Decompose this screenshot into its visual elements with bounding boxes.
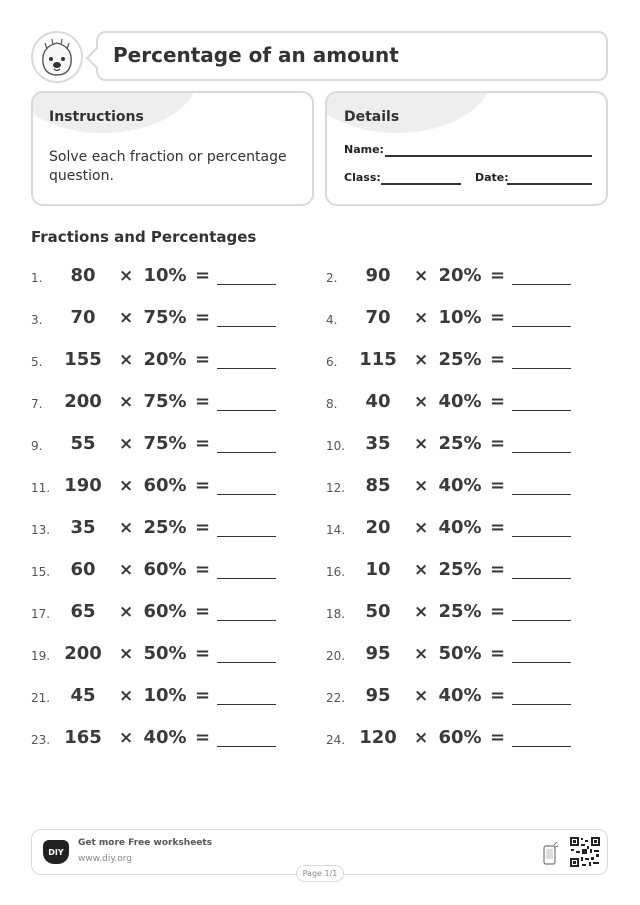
problem-amount: 155 [64, 349, 102, 370]
problem-percent: 25% [438, 559, 482, 580]
equals-operator: = [490, 517, 506, 538]
problem-item [31, 641, 301, 669]
instructions-card [31, 91, 314, 206]
answer-blank[interactable] [217, 452, 276, 453]
times-operator: × [414, 728, 429, 748]
problem-percent: 75% [143, 391, 187, 412]
instructions-text: Solve each fraction or percentage question. [49, 149, 287, 184]
page-indicator: Page 1/1 [296, 865, 344, 882]
problem-percent: 25% [438, 349, 482, 370]
times-operator: × [119, 602, 134, 622]
problem-number: 2. [326, 271, 338, 285]
answer-blank[interactable] [512, 536, 571, 537]
answer-blank[interactable] [217, 578, 276, 579]
times-operator: × [119, 266, 134, 286]
equals-operator: = [490, 307, 506, 328]
problem-percent: 60% [438, 727, 482, 748]
date-field[interactable] [507, 183, 592, 185]
problem-number: 6. [326, 355, 338, 369]
problem-amount: 90 [365, 265, 391, 286]
problem-item [326, 725, 596, 753]
equals-operator: = [195, 643, 211, 664]
problem-number: 24. [326, 733, 346, 747]
answer-blank[interactable] [217, 662, 276, 663]
equals-operator: = [195, 559, 211, 580]
problem-item [326, 347, 596, 375]
answer-blank[interactable] [512, 578, 571, 579]
problem-amount: 165 [64, 727, 102, 748]
times-operator: × [119, 308, 134, 328]
problem-percent: 40% [143, 727, 187, 748]
problem-number: 4. [326, 313, 338, 327]
problem-item [31, 389, 301, 417]
problem-amount: 120 [359, 727, 397, 748]
times-operator: × [119, 686, 134, 706]
problem-amount: 70 [365, 307, 391, 328]
problem-percent: 10% [438, 307, 482, 328]
equals-operator: = [195, 475, 211, 496]
equals-operator: = [490, 601, 506, 622]
class-label: Class: [344, 171, 381, 184]
problem-number: 16. [326, 565, 346, 579]
equals-operator: = [195, 391, 211, 412]
equals-operator: = [490, 727, 506, 748]
equals-operator: = [195, 727, 211, 748]
problem-amount: 95 [365, 643, 391, 664]
problem-number: 8. [326, 397, 338, 411]
problem-amount: 40 [365, 391, 391, 412]
problem-percent: 20% [438, 265, 482, 286]
problem-number: 11. [31, 481, 51, 495]
times-operator: × [414, 518, 429, 538]
equals-operator: = [195, 601, 211, 622]
problem-item [31, 557, 301, 585]
problem-percent: 60% [143, 559, 187, 580]
problem-number: 19. [31, 649, 51, 663]
answer-blank[interactable] [512, 746, 571, 747]
equals-operator: = [490, 349, 506, 370]
problem-item [326, 473, 596, 501]
equals-operator: = [490, 643, 506, 664]
problem-amount: 35 [365, 433, 391, 454]
class-field[interactable] [381, 183, 461, 185]
answer-blank[interactable] [512, 368, 571, 369]
answer-blank[interactable] [217, 704, 276, 705]
instructions-heading: Instructions [49, 109, 144, 125]
answer-blank[interactable] [217, 746, 276, 747]
details-card [325, 91, 608, 206]
problem-amount: 200 [64, 391, 102, 412]
equals-operator: = [490, 391, 506, 412]
answer-blank[interactable] [217, 284, 276, 285]
mascot-avatar [31, 31, 83, 83]
problem-number: 7. [31, 397, 43, 411]
problem-number: 10. [326, 439, 346, 453]
times-operator: × [119, 392, 134, 412]
diy-logo: DIY [43, 840, 69, 864]
problem-item [31, 725, 301, 753]
times-operator: × [414, 350, 429, 370]
problem-percent: 10% [143, 685, 187, 706]
equals-operator: = [195, 307, 211, 328]
problem-percent: 25% [438, 601, 482, 622]
equals-operator: = [195, 517, 211, 538]
problem-item [326, 515, 596, 543]
problem-number: 23. [31, 733, 51, 747]
name-label: Name: [344, 143, 384, 156]
times-operator: × [119, 434, 134, 454]
times-operator: × [414, 560, 429, 580]
problem-percent: 25% [438, 433, 482, 454]
problem-percent: 40% [438, 517, 482, 538]
times-operator: × [414, 476, 429, 496]
problem-item [326, 683, 596, 711]
problem-item [326, 305, 596, 333]
problem-amount: 35 [70, 517, 96, 538]
problem-item [326, 557, 596, 585]
problem-amount: 20 [365, 517, 391, 538]
problem-item [31, 683, 301, 711]
problem-amount: 55 [70, 433, 96, 454]
problem-percent: 60% [143, 475, 187, 496]
problem-amount: 200 [64, 643, 102, 664]
problem-item [31, 305, 301, 333]
times-operator: × [119, 728, 134, 748]
times-operator: × [414, 602, 429, 622]
page-title: Percentage of an amount [113, 43, 399, 67]
answer-blank[interactable] [217, 368, 276, 369]
footer-url[interactable]: www.diy.org [78, 854, 132, 864]
name-field[interactable] [385, 155, 592, 157]
bear-face-icon [33, 33, 81, 81]
equals-operator: = [490, 265, 506, 286]
problem-item [31, 515, 301, 543]
title-box [96, 31, 608, 81]
answer-blank[interactable] [512, 326, 571, 327]
equals-operator: = [195, 265, 211, 286]
problem-percent: 10% [143, 265, 187, 286]
problem-number: 20. [326, 649, 346, 663]
problem-percent: 50% [143, 643, 187, 664]
problem-item [326, 389, 596, 417]
problem-amount: 95 [365, 685, 391, 706]
problem-number: 22. [326, 691, 346, 705]
times-operator: × [414, 266, 429, 286]
problem-item [326, 641, 596, 669]
answer-blank[interactable] [512, 284, 571, 285]
times-operator: × [119, 644, 134, 664]
equals-operator: = [195, 433, 211, 454]
problem-number: 12. [326, 481, 346, 495]
answer-blank[interactable] [217, 620, 276, 621]
problem-number: 3. [31, 313, 43, 327]
problem-item [326, 599, 596, 627]
times-operator: × [414, 434, 429, 454]
phone-icon [543, 842, 559, 866]
times-operator: × [414, 644, 429, 664]
problem-percent: 25% [143, 517, 187, 538]
answer-blank[interactable] [217, 410, 276, 411]
problem-amount: 70 [70, 307, 96, 328]
times-operator: × [414, 686, 429, 706]
problem-item [31, 347, 301, 375]
answer-blank[interactable] [217, 326, 276, 327]
problem-percent: 75% [143, 433, 187, 454]
answer-blank[interactable] [217, 536, 276, 537]
problem-percent: 75% [143, 307, 187, 328]
answer-blank[interactable] [512, 662, 571, 663]
problem-item [326, 431, 596, 459]
date-label: Date: [475, 171, 509, 184]
footer-promo-text: Get more Free worksheets [78, 838, 213, 848]
problem-amount: 85 [365, 475, 391, 496]
problem-number: 5. [31, 355, 43, 369]
problem-amount: 50 [365, 601, 391, 622]
problem-number: 18. [326, 607, 346, 621]
problem-amount: 80 [70, 265, 96, 286]
problem-amount: 115 [359, 349, 397, 370]
answer-blank[interactable] [217, 494, 276, 495]
problem-item [31, 431, 301, 459]
section-title: Fractions and Percentages [31, 228, 257, 246]
times-operator: × [119, 560, 134, 580]
problem-number: 13. [31, 523, 51, 537]
answer-blank[interactable] [512, 410, 571, 411]
problem-amount: 10 [365, 559, 391, 580]
answer-blank[interactable] [512, 620, 571, 621]
problem-amount: 190 [64, 475, 102, 496]
qr-code-icon [569, 836, 601, 868]
times-operator: × [119, 476, 134, 496]
equals-operator: = [490, 685, 506, 706]
problem-percent: 50% [438, 643, 482, 664]
times-operator: × [414, 308, 429, 328]
times-operator: × [119, 518, 134, 538]
times-operator: × [119, 350, 134, 370]
problem-percent: 40% [438, 475, 482, 496]
equals-operator: = [490, 559, 506, 580]
problem-number: 9. [31, 439, 43, 453]
equals-operator: = [195, 349, 211, 370]
problem-item [31, 599, 301, 627]
details-heading: Details [344, 109, 400, 125]
equals-operator: = [490, 475, 506, 496]
problem-amount: 65 [70, 601, 96, 622]
problem-item [31, 263, 301, 291]
problem-percent: 40% [438, 685, 482, 706]
equals-operator: = [195, 685, 211, 706]
problem-amount: 45 [70, 685, 96, 706]
problem-number: 15. [31, 565, 51, 579]
answer-blank[interactable] [512, 452, 571, 453]
problem-number: 14. [326, 523, 346, 537]
problem-number: 17. [31, 607, 51, 621]
problem-percent: 20% [143, 349, 187, 370]
problem-number: 1. [31, 271, 43, 285]
problem-number: 21. [31, 691, 51, 705]
problem-percent: 40% [438, 391, 482, 412]
problem-item [31, 473, 301, 501]
problem-amount: 60 [70, 559, 96, 580]
problem-percent: 60% [143, 601, 187, 622]
equals-operator: = [490, 433, 506, 454]
answer-blank[interactable] [512, 494, 571, 495]
answer-blank[interactable] [512, 704, 571, 705]
problem-item [326, 263, 596, 291]
times-operator: × [414, 392, 429, 412]
